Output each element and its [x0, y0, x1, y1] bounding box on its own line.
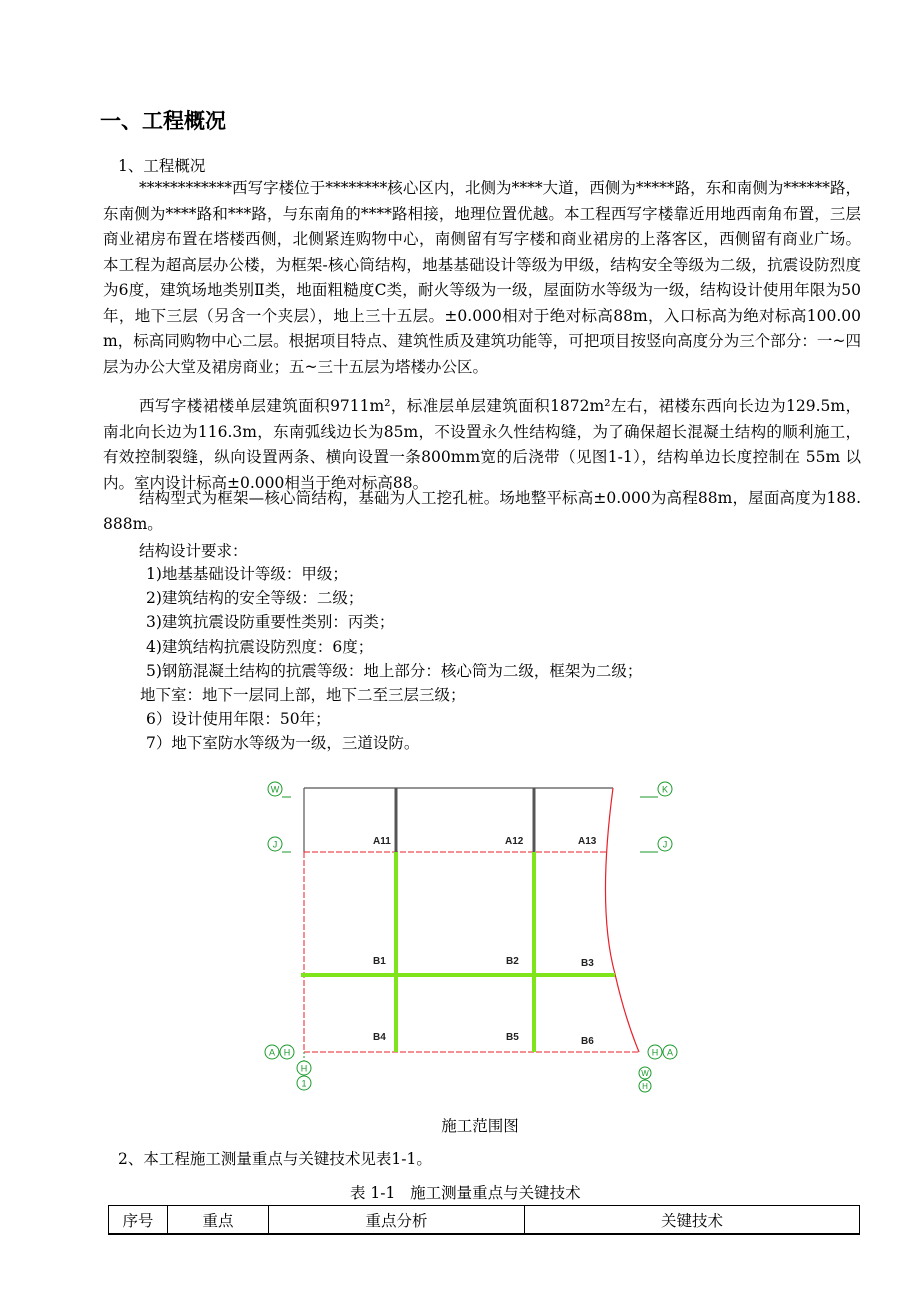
axis-label: A [666, 1047, 674, 1058]
requirement-item: 2)建筑结构的安全等级：二级； [146, 589, 364, 608]
axis-label: H [283, 1047, 291, 1058]
paragraph-location: ************西写字楼位于********核心区内，北侧为****大道，西侧为*****路，东和南侧为******路，东南侧为****路和***路，与东南角的****路相接，地理位置优越。本工程西写字楼靠近用地西南角布置，三层商业裙房布置在塔楼西侧，北侧紧连购物中心，南侧留有写字楼和商业裙房的上落客区，西侧留有商业广场。本工程为超高层办公楼，为框架-核心筒结构，地基基础设计等级为甲级，结构安全等级为二级，抗震设防烈度为6度，建筑场地类别Ⅱ类，地面粗糙度C类，耐火等级为一级，屋面防水等级为一级，结构设计使用年限为50年，地下三层（另含一个夹层），地上三十五层。±0.000相对于绝对标高88m，入口标高为绝对标高100.00m，标高同购物中心二层。根据项目特点、建筑性质及建筑功能等，可把项目按竖向高度分为三个部分：一~四层为办公大堂及裙房商业；五~三十五层为塔楼办公区。 [103, 179, 861, 376]
axis-label: H [300, 1063, 308, 1074]
axis-label: H [642, 1082, 648, 1091]
table-header-row [109, 1206, 860, 1235]
section-2-text: 2、本工程施工测量重点与关键技术见表1-1。 [118, 1150, 432, 1168]
requirements-list [140, 562, 643, 756]
requirement-item: 1)地基基础设计等级：甲级； [146, 565, 348, 583]
boundary-arc [605, 788, 639, 1052]
axis-label: J [662, 839, 668, 850]
paragraph-area: 西写字楼裙楼单层建筑面积9711m²，标准层单层建筑面积1872m²左右，裙楼东西向长边为129.5m，南北向长边为116.3m，东南弧线边长为85m，不设置永久性结构缝，为了确保超长混凝土结构的顺利施工，有效控制裂缝，纵向设置两条、横向设置一条800mm宽的后浇带（见图1-1），结构单边长度控制在 55m 以内。室内设计标高±0.000相当于绝对标高88。 [103, 397, 861, 492]
col-header-key-tech: 关键技术 [525, 1206, 860, 1235]
zone-label: B3 [581, 958, 594, 969]
axis-label: K [661, 784, 669, 795]
axis-label: W [270, 784, 280, 795]
site-plan-figure [255, 778, 695, 1108]
requirement-item: 5)钢筋混凝土结构的抗震等级：地上部分：核心筒为二级，框架为二级； [146, 661, 643, 680]
figure-caption: 施工范围图 [441, 1117, 519, 1135]
zone-label: A11 [373, 836, 391, 847]
axis-label: A [268, 1047, 276, 1058]
zone-label: A12 [505, 836, 524, 847]
col-header-analysis: 重点分析 [269, 1206, 525, 1235]
axis-label: J [272, 839, 278, 850]
zone-label: B5 [506, 1032, 519, 1043]
zone-label: B4 [373, 1032, 386, 1043]
subsection-heading: 1、工程概况 [118, 157, 206, 175]
survey-key-tech-table [108, 1205, 860, 1235]
zone-label: A13 [578, 836, 597, 847]
axis-label: 1 [301, 1078, 307, 1089]
requirements-title: 结构设计要求： [139, 542, 248, 560]
section-heading: 一、工程概况 [100, 109, 226, 133]
zone-label: B2 [506, 956, 519, 967]
axis-label: W [641, 1069, 649, 1078]
requirement-item: 6）设计使用年限：50年； [146, 710, 331, 729]
boundary-west-south [304, 852, 639, 1052]
requirement-item: 地下室：地下一层同上部，地下二至三层三级； [140, 686, 466, 705]
zone-label: B1 [373, 956, 386, 967]
zone-label: B6 [581, 1036, 594, 1047]
col-header-index: 序号 [109, 1206, 168, 1235]
requirement-item: 3)建筑抗震设防重要性类别：丙类； [146, 613, 395, 632]
paragraph-structure: 结构型式为框架—核心筒结构，基础为人工挖孔桩。场地整平标高±0.000为高程88m，屋面高度为188.888m。 [103, 489, 861, 533]
axis-label: H [651, 1047, 659, 1058]
requirement-item: 4)建筑结构抗震设防烈度：6度； [146, 637, 374, 656]
requirement-item: 7）地下室防水等级为一级，三道设防。 [146, 734, 420, 753]
col-header-focus: 重点 [168, 1206, 269, 1235]
table-title: 表 1-1 施工测量重点与关键技术 [350, 1184, 581, 1202]
